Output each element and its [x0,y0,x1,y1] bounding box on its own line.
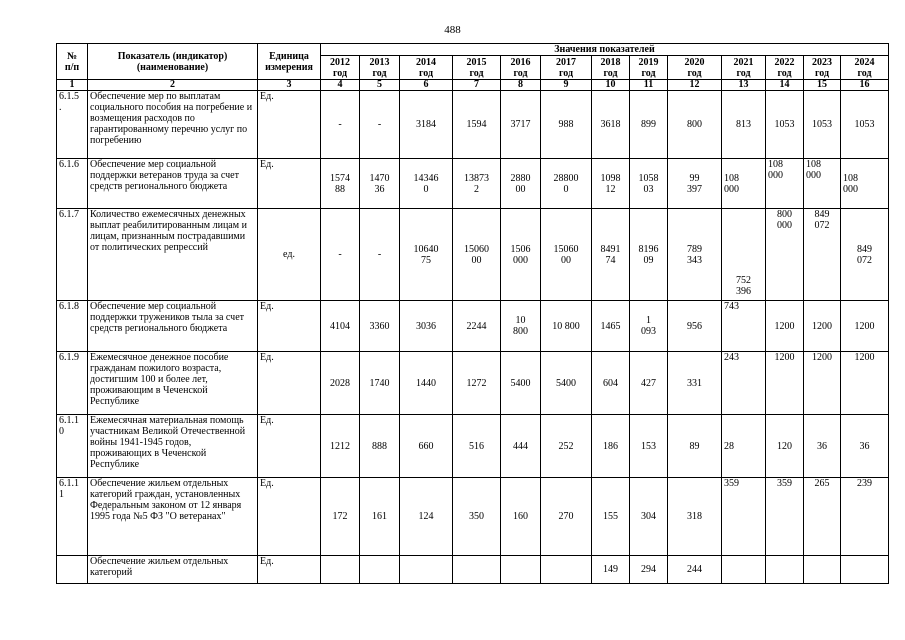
value-cell: 1200 [841,301,889,352]
value-cell: 5400 [501,352,541,415]
value-cell: 252 [541,415,592,478]
value-cell: 108 000 [722,159,766,209]
value-cell: 155 [592,478,630,556]
row-unit: Ед. [258,478,321,556]
value-cell: 1058 03 [630,159,668,209]
value-cell: 1200 [804,352,841,415]
value-cell: 5400 [541,352,592,415]
column-index: 15 [804,80,841,91]
value-cell: 153 [630,415,668,478]
value-cell: 849 072 [804,209,841,301]
row-indicator-name: Обеспечение жильем отдельных категорий [88,556,258,584]
value-cell: 1200 [766,301,804,352]
row-indicator-name: Обеспечение мер по выплатам социального пособия на погребение и возмещения расходов по гарантированному перечню услуг по погребению [88,91,258,159]
value-cell: 1053 [804,91,841,159]
value-cell: 108 000 [841,159,889,209]
value-cell [766,556,804,584]
year-header: 2020 год [668,56,722,80]
year-header: 2024 год [841,56,889,80]
value-cell: 1200 [804,301,841,352]
value-cell: 1 093 [630,301,668,352]
value-cell: 15060 00 [541,209,592,301]
table-row [57,159,889,209]
value-cell: 10 800 [541,301,592,352]
row-unit: ед. [258,209,321,301]
value-cell: 1200 [766,352,804,415]
row-unit: Ед. [258,91,321,159]
value-cell: 1200 [841,352,889,415]
row-number: 6.1.1 0 [57,415,88,478]
value-cell: 270 [541,478,592,556]
value-cell: 244 [668,556,722,584]
column-index: 5 [360,80,400,91]
row-number [57,556,88,584]
value-cell [804,556,841,584]
value-cell: 108 000 [804,159,841,209]
col-head-num: № п/п [57,44,88,80]
value-cell: 8196 09 [630,209,668,301]
value-cell: 294 [630,556,668,584]
table-row [57,352,889,415]
value-cell: 899 [630,91,668,159]
year-header: 2014 год [400,56,453,80]
row-indicator-name: Обеспечение жильем отдельных категорий граждан, установленных Федеральным законом от 12 января 1995 года №5 ФЗ "О ветеранах" [88,478,258,556]
row-indicator-name: Ежемесячная материальная помощь участникам Великой Отечественной войны 1941-1945 годов, проживающих в Чеченской Республике [88,415,258,478]
year-header: 2012 год [321,56,360,80]
value-cell: 124 [400,478,453,556]
value-cell: 359 [722,478,766,556]
value-cell: 149 [592,556,630,584]
value-cell: 956 [668,301,722,352]
column-index: 2 [88,80,258,91]
value-cell: 849 072 [841,209,889,301]
row-indicator-name: Обеспечение мер социальной поддержки тружеников тыла за счет средств регионального бюджета [88,301,258,352]
value-cell: 660 [400,415,453,478]
value-cell: - [321,209,360,301]
row-unit: Ед. [258,352,321,415]
year-header: 2023 год [804,56,841,80]
value-cell [501,556,541,584]
column-index: 11 [630,80,668,91]
value-cell [541,556,592,584]
value-cell: 2244 [453,301,501,352]
value-cell: 1212 [321,415,360,478]
indicators-table [56,43,889,584]
row-number: 6.1.1 1 [57,478,88,556]
row-number: 6.1.8 [57,301,88,352]
value-cell: 10640 75 [400,209,453,301]
value-cell: - [321,91,360,159]
table-row [57,209,889,301]
value-cell: 265 [804,478,841,556]
value-cell: 516 [453,415,501,478]
value-cell [321,556,360,584]
value-cell: 10 800 [501,301,541,352]
value-cell: 1053 [766,91,804,159]
col-head-unit: Единица измерения [258,44,321,80]
value-cell: 1465 [592,301,630,352]
year-header: 2019 год [630,56,668,80]
column-index: 10 [592,80,630,91]
value-cell: 743 [722,301,766,352]
value-cell: 1098 12 [592,159,630,209]
value-cell: 239 [841,478,889,556]
value-cell: 1574 88 [321,159,360,209]
column-index: 4 [321,80,360,91]
page-number: 488 [444,24,461,36]
value-cell: 172 [321,478,360,556]
value-cell: 350 [453,478,501,556]
value-cell [453,556,501,584]
year-header: 2022 год [766,56,804,80]
value-cell: 318 [668,478,722,556]
value-cell: 800 [668,91,722,159]
value-cell: 1470 36 [360,159,400,209]
value-cell: 8491 74 [592,209,630,301]
value-cell: 988 [541,91,592,159]
year-header: 2017 год [541,56,592,80]
row-unit: Ед. [258,415,321,478]
value-cell: 243 [722,352,766,415]
column-index: 16 [841,80,889,91]
value-cell: 36 [841,415,889,478]
year-header: 2018 год [592,56,630,80]
row-number: 6.1.5 . [57,91,88,159]
value-cell: 2880 00 [501,159,541,209]
value-cell: 789 343 [668,209,722,301]
value-cell: 800 000 [766,209,804,301]
value-cell: 1053 [841,91,889,159]
column-index: 9 [541,80,592,91]
value-cell: 304 [630,478,668,556]
value-cell: 120 [766,415,804,478]
row-indicator-name: Количество ежемесячных денежных выплат реабилитированным лицам и лицам, признанным пострадавшими от политических репрессий [88,209,258,301]
value-cell [841,556,889,584]
value-cell: 1740 [360,352,400,415]
value-cell: 36 [804,415,841,478]
value-cell: 15060 00 [453,209,501,301]
row-number: 6.1.6 [57,159,88,209]
value-cell: 28800 0 [541,159,592,209]
row-unit: Ед. [258,301,321,352]
column-index: 1 [57,80,88,91]
value-cell: 28 [722,415,766,478]
year-header: 2021 год [722,56,766,80]
value-cell [360,556,400,584]
value-cell: 1594 [453,91,501,159]
table-row [57,478,889,556]
value-cell: 89 [668,415,722,478]
column-index: 14 [766,80,804,91]
row-indicator-name: Ежемесячное денежное пособие гражданам пожилого возраста, достигшим 100 и более лет, проживающим в Чеченской Республике [88,352,258,415]
row-indicator-name: Обеспечение мер социальной поддержки ветеранов труда за счет средств регионального бюджета [88,159,258,209]
value-cell: 3036 [400,301,453,352]
value-cell [400,556,453,584]
table-row [57,91,889,159]
value-cell: 331 [668,352,722,415]
year-header: 2013 год [360,56,400,80]
value-cell: 160 [501,478,541,556]
value-cell: 3184 [400,91,453,159]
value-cell: 1506 000 [501,209,541,301]
row-number: 6.1.7 [57,209,88,301]
value-cell: 186 [592,415,630,478]
value-cell: - [360,209,400,301]
value-cell: 3360 [360,301,400,352]
col-head-indicator: Показатель (индикатор) (наименование) [88,44,258,80]
value-cell: 444 [501,415,541,478]
value-cell: 427 [630,352,668,415]
year-header: 2016 год [501,56,541,80]
column-index: 6 [400,80,453,91]
column-index: 8 [501,80,541,91]
table-row [57,415,889,478]
column-index: 12 [668,80,722,91]
value-cell: 2028 [321,352,360,415]
value-cell: 4104 [321,301,360,352]
column-index: 3 [258,80,321,91]
row-unit: Ед. [258,159,321,209]
value-cell: 108 000 [766,159,804,209]
value-cell: 161 [360,478,400,556]
value-cell: 99 397 [668,159,722,209]
value-cell: 3717 [501,91,541,159]
value-cell: 3618 [592,91,630,159]
year-header: 2015 год [453,56,501,80]
column-index: 7 [453,80,501,91]
column-index: 13 [722,80,766,91]
value-cell: 1440 [400,352,453,415]
table-row [57,556,889,584]
value-cell: 752 396 [722,209,766,301]
value-cell [722,556,766,584]
row-unit: Ед. [258,556,321,584]
value-cell: 359 [766,478,804,556]
value-cell: 14346 0 [400,159,453,209]
table-row [57,301,889,352]
value-cell: 813 [722,91,766,159]
row-number: 6.1.9 [57,352,88,415]
value-cell: 604 [592,352,630,415]
value-cell: - [360,91,400,159]
value-cell: 1272 [453,352,501,415]
value-cell: 13873 2 [453,159,501,209]
value-cell: 888 [360,415,400,478]
col-head-values: Значения показателей [321,44,889,56]
